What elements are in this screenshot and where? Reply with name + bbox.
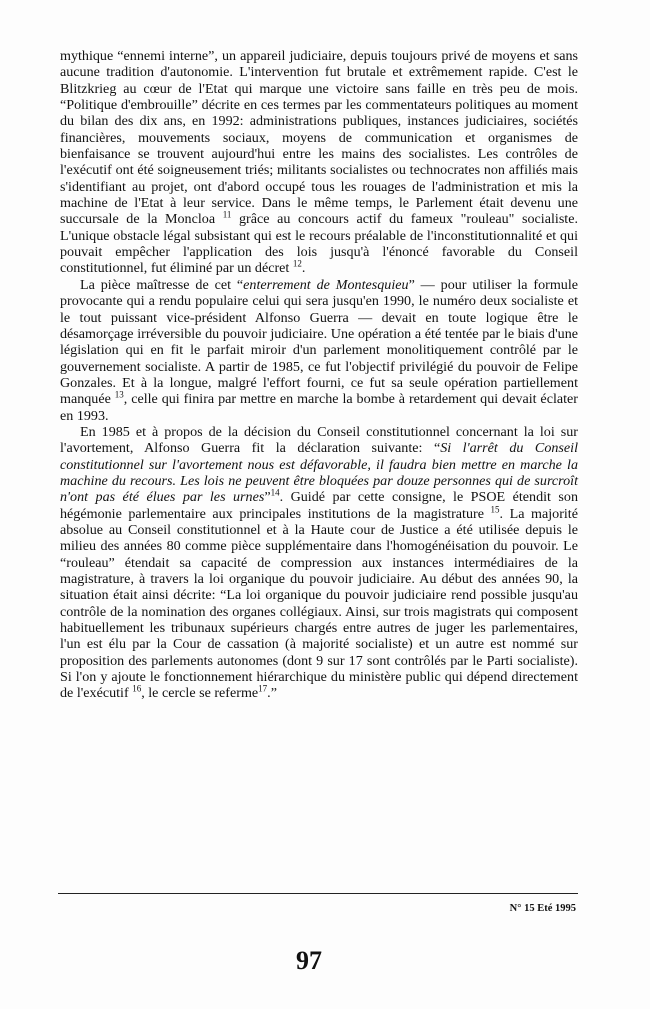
- text-run: , le cercle se referme: [141, 685, 259, 702]
- footnote-marker: 17: [258, 683, 268, 694]
- footnote-marker: 11: [222, 209, 232, 220]
- page-number: 97: [296, 946, 322, 975]
- footnote-marker: 14: [270, 487, 280, 498]
- text-run: .”: [267, 685, 277, 702]
- italic-run: Si l'arrêt du Conseil constitutionnel sur l'avortement nous est défavorable, il faudra bien mettre en marche la machine du recours. Les lois ne peuvent être bloquées par douze personnes qui de surcroît n'ont pas été élues par les urnes: [60, 440, 578, 506]
- paragraph-1: [60, 48, 578, 277]
- footnote-marker: 15: [490, 503, 500, 514]
- text-run: . La majorité absolue au Conseil constitutionnel et à la Haute cour de Justice a été utilisée depuis le milieu des années 80 comme pièce supplémentaire dans l'homogénéisation du pouvoir. Le “rouleau” étendait sa capacité de compression aux instances intermédiaires de la magistrature, à travers la loi organique du pouvoir judiciaire. Au début des années 90, la situation était ainsi décrite: “La loi organique du pouvoir judiciaire rend possible jusqu'au contrôle de la nomination des organes collégiaux. Ainsi, sur trois magistrats qui composent habituellement les tribunaux supérieurs chargés entre autres de juger les parlementaires, l'un est élu par la Cour de cassation (à majorité socialiste) et un autre est nommé sur proposition des parlements autonomes (dont 9 sur 17 sont contrôlés par le Parti socialiste). Si l'on y ajoute le fonctionnement hiérarchique du ministère public qui dépend directement de l'exécutif: [60, 505, 578, 702]
- footnote-marker: 12: [292, 258, 302, 269]
- text-run: . Guidé par cette consigne, le PSOE étendit son hégémonie parlementaire aux principales institutions de la magistrature: [60, 489, 578, 522]
- text-run: grâce au concours actif du fameux "rouleau" socialiste. L'unique obstacle légal subsistant qui est le recours préalable de l'inconstitutionnalité et qui pouvait empêcher l'application des lois jusqu'à l'énoncé favorable du Conseil constitutionnel, fut éliminé par un décret: [60, 211, 578, 277]
- italic-run: enterrement de Montesquieu: [243, 276, 409, 293]
- issue-label: N° 15 Eté 1995: [509, 903, 576, 914]
- paragraph-2: [60, 277, 578, 424]
- text-run: .: [301, 260, 306, 277]
- footer-rule: [58, 893, 578, 894]
- text-run: mythique “ennemi interne”, un appareil judiciaire, depuis toujours privé de moyens et sans aucune tradition d'autonomie. L'intervention fut brutale et extrêmement rapide. C'est le Blitzkrieg au cœur de l'Etat qui marque une victoire sans faille en très peu de mois. “Politique d'embrouille” décrite en ces termes par les commentateurs politiques au moment du bilan des dix ans, en 1992: administrations publiques, instances judiciaires, sociétés financières, mouvements sociaux, moyens de communication et organismes de bienfaisance se trouvent aujourd'hui entre les mains des socialistes. Les contrôles de l'exécutif ont été soigneusement triés; militants socialistes ou technocrates non affiliés mais s'identifiant au projet, ont d'abord occupé tous les rouages de l'administration et mis la machine de l'Etat à leur service. Dans le même temps, le Parlement était devenu une succursale de la Moncloa: [60, 48, 578, 228]
- text-run: , celle qui finira par mettre en marche la bombe à retardement qui devait éclater en 1993.: [60, 391, 578, 424]
- text-run: En 1985 et à propos de la décision du Conseil constitutionnel concernant la loi sur l'avortement, Alfonso Guerra fit la déclaration suivante: “: [60, 423, 578, 457]
- text-run: ” — pour utiliser la formule provocante qui a rendu populaire celui qui sera jusqu'en 1990, le numéro deux socialiste et le tout puissant vice-président Alfonso Guerra — devait en toute logique être le désamorçage irréversible du pouvoir judiciaire. Une opération a été tentée par le biais d'une législation qui en fit le parfait miroir d'un parlement monolitiquement contrôlé par le gouvernement socialiste. A partir de 1985, ce fut l'objectif privilégié du pouvoir de Felipe Gonzales. Et à la longue, malgré l'effort fourni, ce fut sa seule opération partiellement manquée: [60, 276, 579, 408]
- paragraph-3: [60, 424, 578, 702]
- footnote-marker: 16: [132, 683, 142, 694]
- text-run: La pièce maîtresse de cet “: [80, 276, 244, 293]
- footnote-marker: 13: [114, 389, 124, 400]
- article-body: [60, 48, 578, 702]
- text-run: ”: [264, 489, 271, 506]
